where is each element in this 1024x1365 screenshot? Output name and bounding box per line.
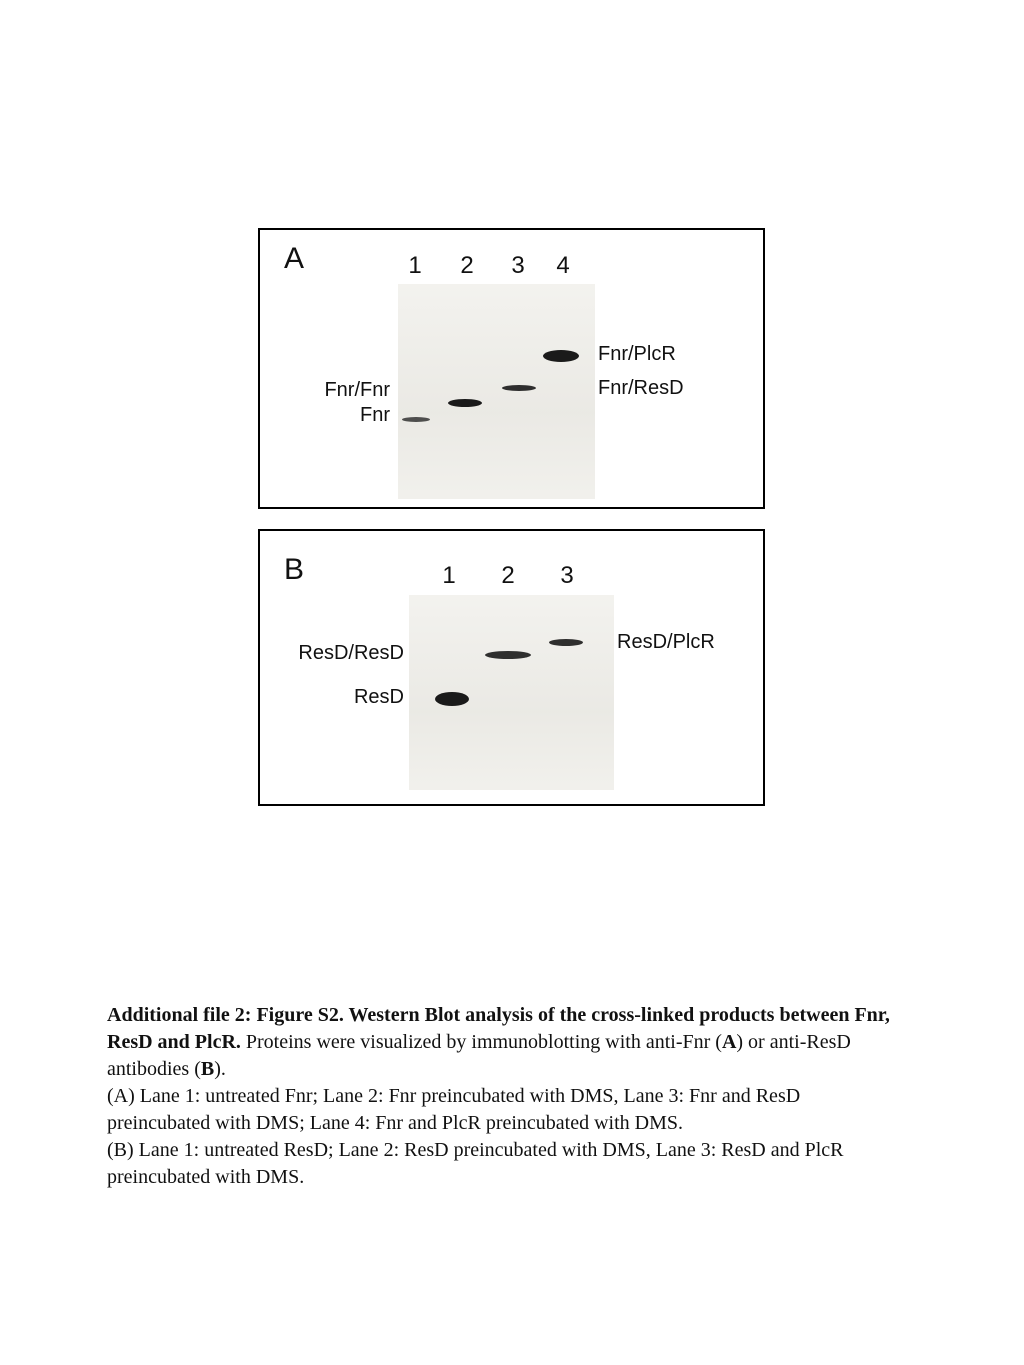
label-fnr-fnr: Fnr/Fnr — [324, 379, 390, 401]
band-b-lane3 — [549, 639, 583, 646]
panel-b-lane-1: 1 — [442, 562, 456, 589]
label-fnr-plcr: Fnr/PlcR — [598, 343, 676, 365]
label-fnr-resd: Fnr/ResD — [598, 377, 684, 399]
panel-b-lane-3: 3 — [560, 562, 574, 589]
caption-text-2: ) or anti-ResD antibodies ( — [107, 1031, 851, 1080]
band-a-lane3 — [502, 385, 536, 391]
caption-title: Additional file 2: Figure S2. Western Blot analysis of the cross-linked products between Fnr, ResD and PlcR. — [107, 1004, 890, 1053]
caption-bold-b: B — [200, 1058, 215, 1080]
label-fnr: Fnr — [360, 404, 390, 426]
caption-text-3: ). — [214, 1058, 226, 1080]
band-a-lane1 — [402, 417, 430, 422]
band-a-lane4 — [543, 350, 579, 362]
caption-text-1: Proteins were visualized by immunoblotting with anti-Fnr ( — [240, 1031, 722, 1053]
label-resd: ResD — [353, 686, 404, 708]
band-b-lane2 — [485, 651, 531, 659]
panel-b-blot — [409, 595, 614, 790]
panel-b-lane-2: 2 — [501, 562, 515, 589]
caption-paragraph — [107, 1002, 907, 1083]
caption-line-a: (A) Lane 1: untreated Fnr; Lane 2: Fnr preincubated with DMS, Lane 3: Fnr and ResD preincubated with DMS; Lane 4: Fnr and PlcR preincubated with DMS. — [107, 1085, 801, 1134]
label-resd-plcr: ResD/PlcR — [617, 631, 715, 653]
label-resd-resd: ResD/ResD — [298, 642, 404, 664]
figure-panel-b — [258, 529, 765, 806]
panel-b-letter: B — [284, 553, 305, 586]
panel-a-letter: A — [284, 242, 305, 275]
caption-bold-a: A — [721, 1031, 737, 1053]
band-b-lane1 — [435, 692, 469, 706]
figure-caption — [107, 1002, 907, 1191]
panel-a-blot — [398, 284, 595, 499]
panel-a-lane-1: 1 — [408, 252, 422, 279]
figure-panel-a — [258, 228, 765, 509]
panel-a-lane-3: 3 — [511, 252, 525, 279]
band-a-lane2 — [448, 399, 482, 407]
panel-a-lane-2: 2 — [460, 252, 474, 279]
panel-a-lane-4: 4 — [556, 252, 570, 279]
caption-line-b: (B) Lane 1: untreated ResD; Lane 2: ResD preincubated with DMS, Lane 3: ResD and PlcR preincubated with DMS. — [107, 1139, 844, 1188]
